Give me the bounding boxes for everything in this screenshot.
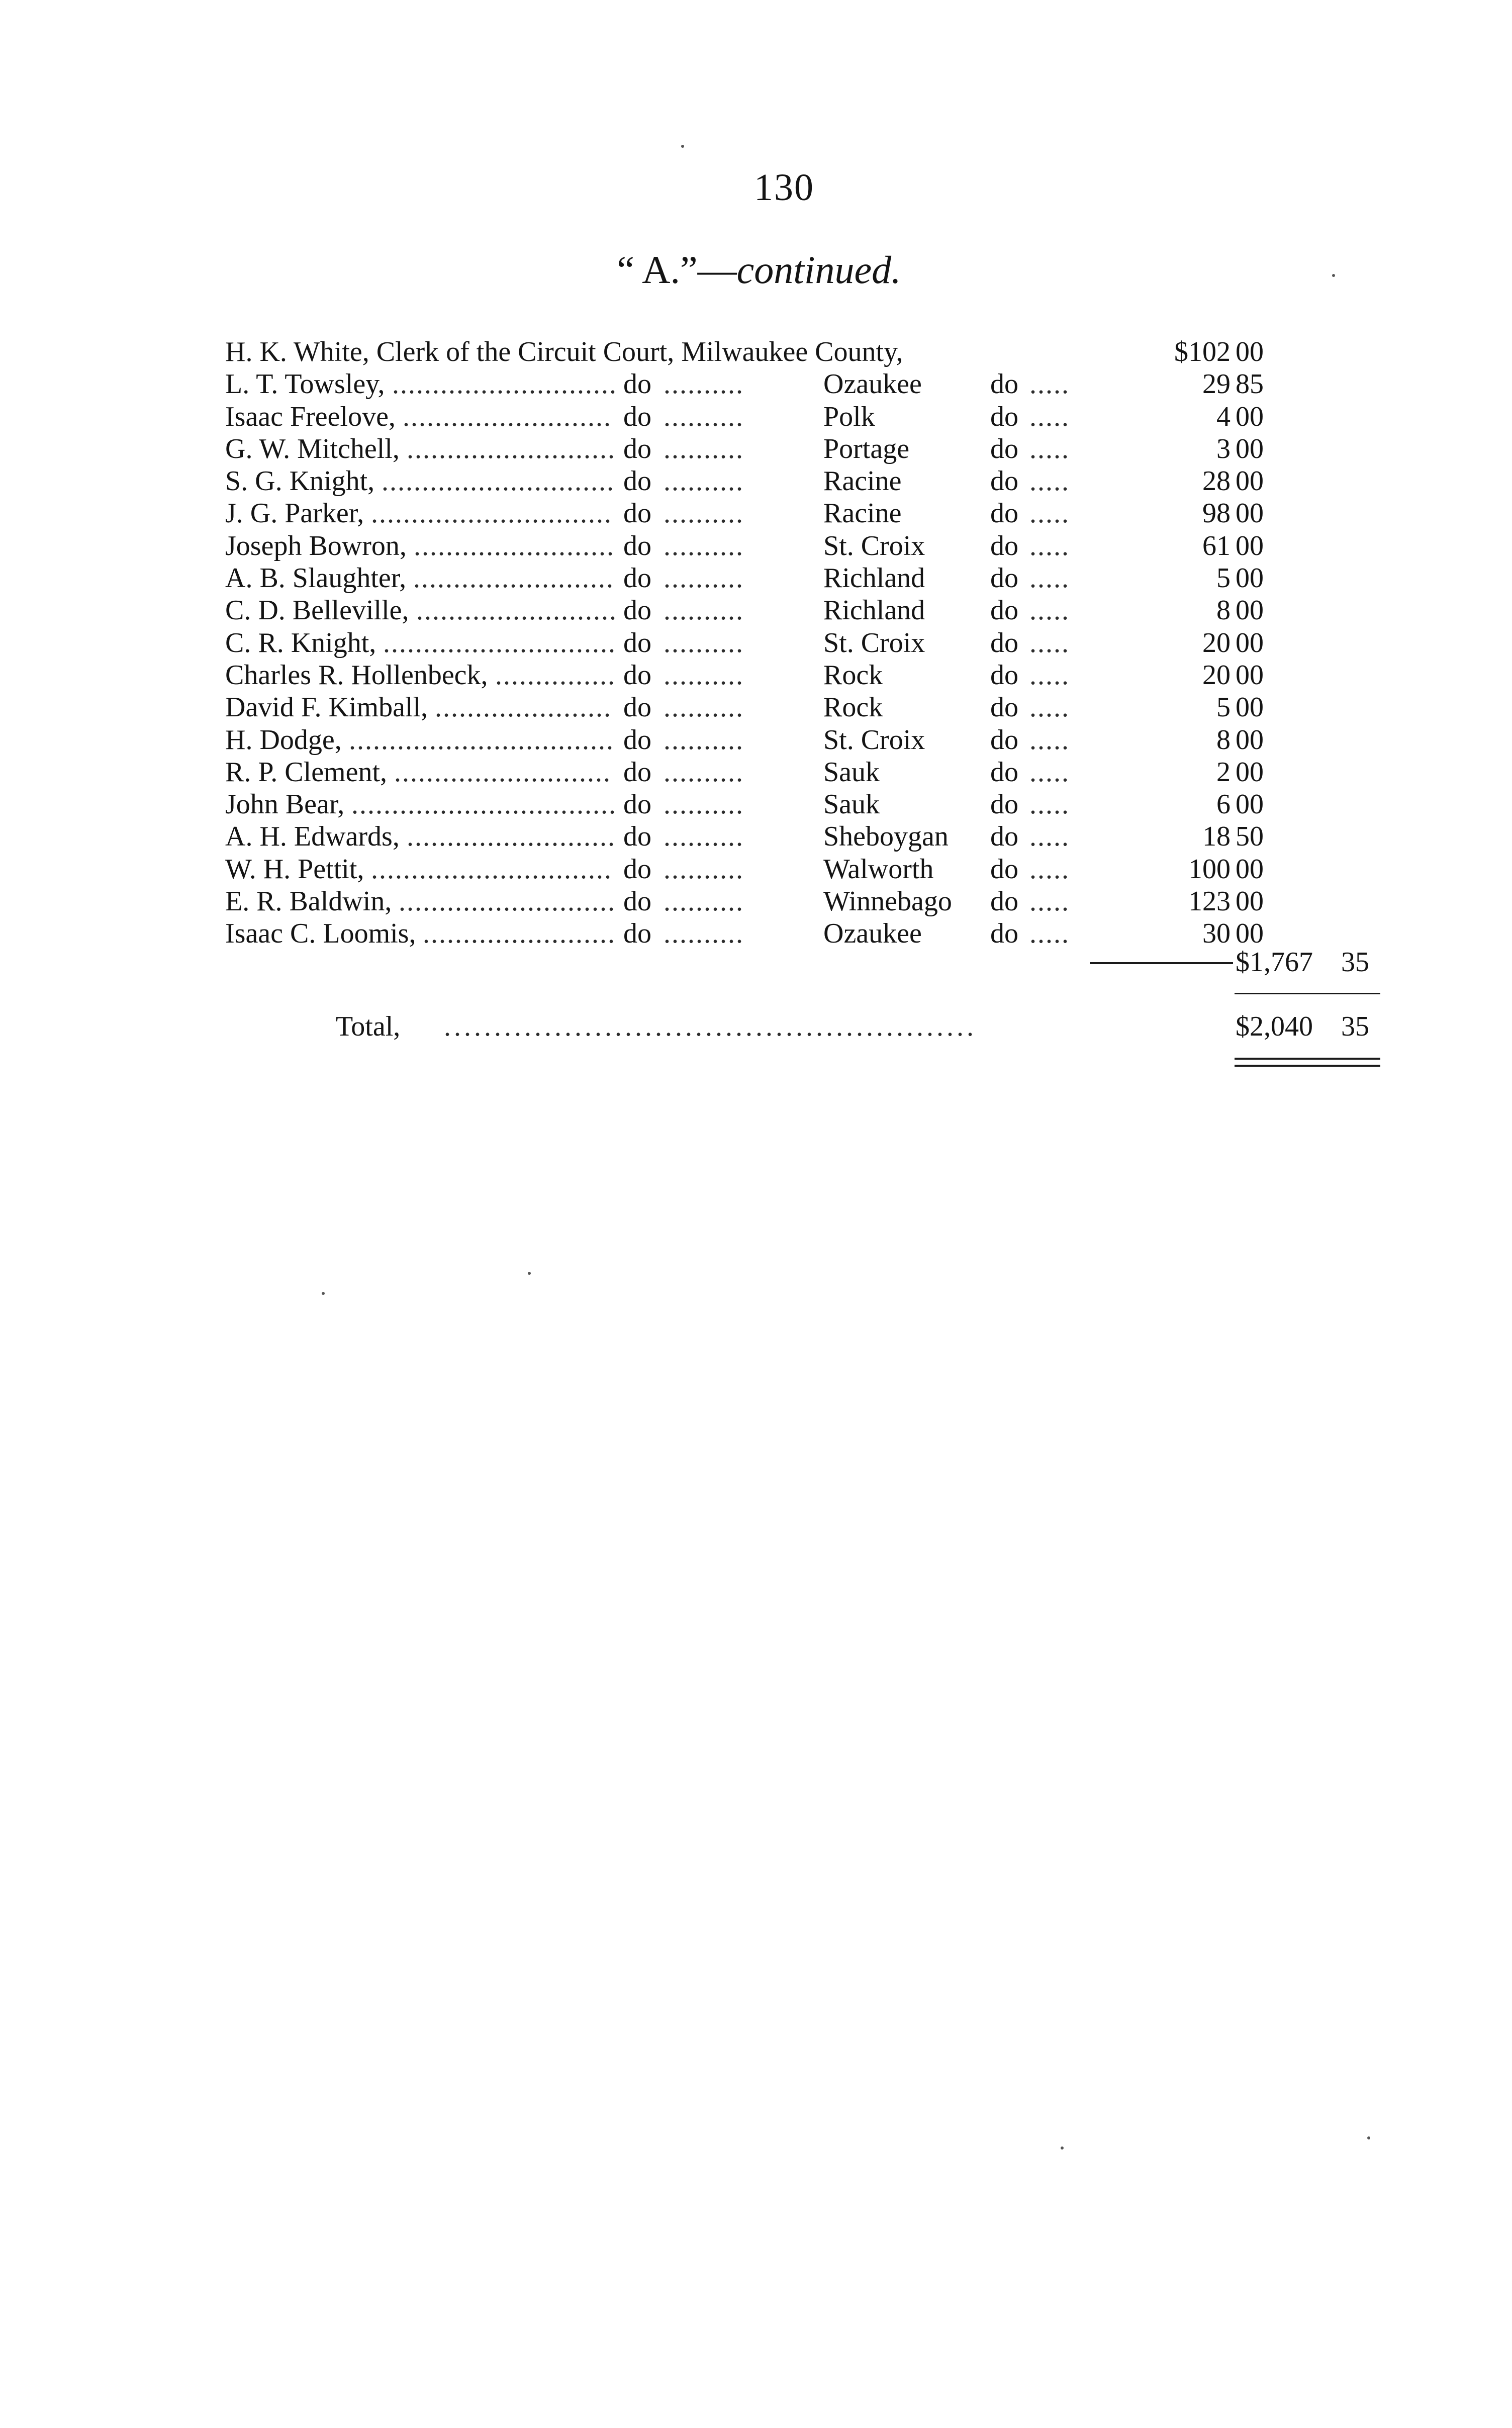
amount-cents: 00 <box>1236 659 1264 691</box>
payee-name: G. W. Mitchell, <box>225 433 400 464</box>
leader-dots: .......... <box>664 433 744 464</box>
ditto-mark: do <box>623 433 651 464</box>
leader-dots: .......... <box>664 401 744 432</box>
county-name: Polk <box>823 401 875 432</box>
heading-continued: continued. <box>736 248 901 292</box>
leader-dots: .......... <box>664 659 744 691</box>
leader-dots: .......... <box>664 368 744 400</box>
ditto-mark: do <box>990 433 1018 464</box>
ledger-row <box>225 788 1381 820</box>
ledger-table <box>225 336 1381 950</box>
ditto-mark: do <box>623 886 651 917</box>
payee-name: L. T. Towsley, <box>225 368 385 400</box>
paper-speck <box>322 1292 325 1295</box>
ditto-mark: do <box>990 659 1018 691</box>
total-cents: 35 <box>1341 1011 1369 1042</box>
payee-name: John Bear, <box>225 789 345 820</box>
leader-dots: ........................ <box>423 918 616 950</box>
ditto-mark: do <box>623 465 651 497</box>
leader-dots: ..... <box>1029 853 1070 885</box>
ditto-mark: do <box>623 563 651 594</box>
ledger-row <box>225 627 1381 659</box>
leader-dots: ..... <box>1029 886 1070 917</box>
total-row <box>336 1010 1381 1043</box>
ledger-row <box>225 820 1381 853</box>
ditto-mark: do <box>990 498 1018 529</box>
amount-dollars: $102 <box>1174 336 1231 367</box>
ditto-mark: do <box>623 756 651 788</box>
ditto-mark: do <box>990 789 1018 820</box>
leader-dots: .......... <box>664 918 744 950</box>
ditto-mark: do <box>990 853 1018 885</box>
amount-cents: 00 <box>1236 627 1264 659</box>
leader-dots: ..... <box>1029 465 1070 497</box>
ditto-mark: do <box>623 401 651 432</box>
ditto-mark: do <box>990 368 1018 400</box>
ditto-mark: do <box>623 918 651 950</box>
amount-dollars: 2 <box>1216 756 1231 788</box>
amount-cents: 00 <box>1236 595 1264 626</box>
payee-name: A. B. Slaughter, <box>225 563 407 594</box>
payee-name: R. P. Clement, <box>225 756 388 788</box>
leader-dots: .......... <box>664 563 744 594</box>
ditto-mark: do <box>990 401 1018 432</box>
ledger-row <box>225 659 1381 691</box>
paper-speck <box>681 145 684 148</box>
subtotal-cents: 35 <box>1341 947 1369 978</box>
amount-dollars: 98 <box>1202 498 1231 529</box>
payee-name: H. Dodge, <box>225 724 342 756</box>
payee-name: Isaac C. Loomis, <box>225 918 416 950</box>
amount-dollars: 28 <box>1202 465 1231 497</box>
leader-dots: ...................... <box>435 692 612 723</box>
amount-dollars: 5 <box>1216 563 1231 594</box>
leader-dots: ..... <box>1029 756 1070 788</box>
ditto-mark: do <box>623 595 651 626</box>
payee-name: S. G. Knight, <box>225 465 375 497</box>
subtotal-underline <box>1235 993 1380 994</box>
subtotal-dash-rule <box>1090 962 1233 964</box>
ditto-mark: do <box>623 692 651 723</box>
ditto-mark: do <box>623 789 651 820</box>
leader-dots: .......... <box>664 627 744 659</box>
payee-name: C. R. Knight, <box>225 627 376 659</box>
leader-dots: .......... <box>664 853 744 885</box>
leader-dots: ......................... <box>413 563 614 594</box>
ditto-mark: do <box>623 368 651 400</box>
total-dollars: $2,040 <box>1236 1011 1313 1042</box>
subtotal-row <box>1090 947 1381 977</box>
leader-dots: ........................... <box>399 886 616 917</box>
ledger-row <box>225 853 1381 885</box>
ditto-mark: do <box>623 853 651 885</box>
ditto-mark: do <box>623 530 651 562</box>
ledger-row <box>225 562 1381 594</box>
amount-dollars: 30 <box>1202 918 1231 950</box>
payee-name: David F. Kimball, <box>225 692 428 723</box>
amount-cents: 00 <box>1236 789 1264 820</box>
county-name: Sauk <box>823 789 880 820</box>
amount-cents: 00 <box>1236 853 1264 885</box>
paper-speck <box>1367 2136 1370 2139</box>
leader-dots: ..... <box>1029 659 1070 691</box>
leader-dots: ..... <box>1029 692 1070 723</box>
amount-dollars: 6 <box>1216 789 1231 820</box>
leader-dots: ..... <box>1029 530 1070 562</box>
county-name: Racine <box>823 465 902 497</box>
county-name: St. Croix <box>823 530 925 562</box>
payee-name: C. D. Belleville, <box>225 595 409 626</box>
leader-dots: ............... <box>495 659 616 691</box>
paper-speck <box>1061 2146 1064 2150</box>
leader-dots: .......... <box>664 498 744 529</box>
ledger-row <box>225 401 1381 433</box>
amount-cents: 00 <box>1236 465 1264 497</box>
county-name: St. Croix <box>823 724 925 756</box>
leader-dots: ..... <box>1029 724 1070 756</box>
payee-name: Isaac Freelove, <box>225 401 396 432</box>
leader-dots: ..... <box>1029 368 1070 400</box>
ledger-row <box>225 336 1381 368</box>
payee-name: J. G. Parker, <box>225 498 364 529</box>
county-name: Walworth <box>823 853 934 885</box>
total-double-rule-bottom <box>1235 1065 1380 1067</box>
leader-dots: .............................. <box>371 498 612 529</box>
ledger-row <box>225 368 1381 400</box>
ditto-mark: do <box>990 918 1018 950</box>
leader-dots: ..... <box>1029 789 1070 820</box>
ledger-row <box>225 724 1381 756</box>
amount-cents: 00 <box>1236 433 1264 464</box>
ledger-row <box>225 497 1381 529</box>
ledger-row <box>225 433 1381 465</box>
ditto-mark: do <box>990 756 1018 788</box>
leader-dots: ..... <box>1029 498 1070 529</box>
ditto-mark: do <box>990 724 1018 756</box>
amount-dollars: 20 <box>1202 627 1231 659</box>
ditto-mark: do <box>990 886 1018 917</box>
ledger-row <box>225 530 1381 562</box>
ditto-mark: do <box>623 659 651 691</box>
ledger-row <box>225 756 1381 788</box>
heading-main: “ A.”— <box>617 248 737 292</box>
leader-dots: .......... <box>664 886 744 917</box>
amount-dollars: 3 <box>1216 433 1231 464</box>
ledger-row <box>225 885 1381 917</box>
amount-cents: 00 <box>1236 692 1264 723</box>
county-name: Richland <box>823 595 925 626</box>
amount-cents: 00 <box>1236 886 1264 917</box>
amount-cents: 00 <box>1236 563 1264 594</box>
county-name: Portage <box>823 433 910 464</box>
amount-dollars: 20 <box>1202 659 1231 691</box>
amount-dollars: 8 <box>1216 595 1231 626</box>
ditto-mark: do <box>990 595 1018 626</box>
county-name: Sheboygan <box>823 821 949 853</box>
amount-cents: 00 <box>1236 401 1264 432</box>
ditto-mark: do <box>623 821 651 853</box>
leader-dots: .......... <box>664 465 744 497</box>
total-leader-dots: ..................................................... <box>444 1011 977 1042</box>
paper-speck <box>528 1272 531 1275</box>
amount-cents: 00 <box>1236 498 1264 529</box>
amount-cents: 85 <box>1236 368 1264 400</box>
amount-dollars: 100 <box>1188 853 1231 885</box>
amount-dollars: 123 <box>1188 886 1231 917</box>
paper-speck <box>1332 274 1335 277</box>
ledger-row <box>225 594 1381 626</box>
page-number: 130 <box>754 166 814 209</box>
amount-dollars: 29 <box>1202 368 1231 400</box>
payee-name: H. K. White, Clerk of the Circuit Court, Milwaukee County, <box>225 336 903 367</box>
ditto-mark: do <box>990 821 1018 853</box>
leader-dots: ..... <box>1029 595 1070 626</box>
leader-dots: .......... <box>664 595 744 626</box>
county-name: St. Croix <box>823 627 925 659</box>
leader-dots: .......... <box>664 724 744 756</box>
ditto-mark: do <box>623 498 651 529</box>
ditto-mark: do <box>990 563 1018 594</box>
leader-dots: .......... <box>664 756 744 788</box>
county-name: Richland <box>823 563 925 594</box>
leader-dots: ..... <box>1029 821 1070 853</box>
leader-dots: ......................... <box>416 595 617 626</box>
ledger-row <box>225 917 1381 950</box>
amount-dollars: 18 <box>1202 821 1231 853</box>
leader-dots: ..... <box>1029 563 1070 594</box>
total-double-rule-top <box>1235 1058 1380 1060</box>
ditto-mark: do <box>990 627 1018 659</box>
county-name: Ozaukee <box>823 368 922 400</box>
county-name: Sauk <box>823 756 880 788</box>
payee-name: A. H. Edwards, <box>225 821 400 853</box>
leader-dots: .......... <box>664 789 744 820</box>
payee-name: Charles R. Hollenbeck, <box>225 659 488 691</box>
payee-name: E. R. Baldwin, <box>225 886 392 917</box>
amount-dollars: 5 <box>1216 692 1231 723</box>
leader-dots: ................................. <box>351 789 617 820</box>
leader-dots: ............................. <box>383 627 616 659</box>
county-name: Racine <box>823 498 902 529</box>
ledger-row <box>225 691 1381 723</box>
ledger-row <box>225 465 1381 497</box>
leader-dots: ........................... <box>394 756 611 788</box>
amount-cents: 50 <box>1236 821 1264 853</box>
leader-dots: .......... <box>664 692 744 723</box>
county-name: Winnebago <box>823 886 952 917</box>
ditto-mark: do <box>990 530 1018 562</box>
amount-dollars: 4 <box>1216 401 1231 432</box>
amount-dollars: 61 <box>1202 530 1231 562</box>
amount-cents: 00 <box>1236 724 1264 756</box>
county-name: Rock <box>823 692 883 723</box>
subtotal-dollars: $1,767 <box>1236 947 1313 978</box>
ditto-mark: do <box>990 465 1018 497</box>
amount-cents: 00 <box>1236 756 1264 788</box>
ditto-mark: do <box>623 724 651 756</box>
ditto-mark: do <box>990 692 1018 723</box>
leader-dots: .............................. <box>371 853 612 885</box>
amount-cents: 00 <box>1236 336 1264 367</box>
section-heading <box>553 247 965 293</box>
leader-dots: .......................... <box>403 401 612 432</box>
payee-name: Joseph Bowron, <box>225 530 407 562</box>
leader-dots: ............................ <box>392 368 617 400</box>
county-name: Rock <box>823 659 883 691</box>
county-name: Ozaukee <box>823 918 922 950</box>
total-label: Total, <box>336 1011 401 1042</box>
leader-dots: .......................... <box>407 433 616 464</box>
leader-dots: ..... <box>1029 433 1070 464</box>
leader-dots: ..... <box>1029 627 1070 659</box>
leader-dots: ................................. <box>349 724 614 756</box>
leader-dots: .......................... <box>407 821 616 853</box>
leader-dots: .......... <box>664 530 744 562</box>
leader-dots: ..... <box>1029 918 1070 950</box>
leader-dots: ..... <box>1029 401 1070 432</box>
ditto-mark: do <box>623 627 651 659</box>
payee-name: W. H. Pettit, <box>225 853 364 885</box>
leader-dots: .......... <box>664 821 744 853</box>
leader-dots: ............................. <box>382 465 615 497</box>
leader-dots: ......................... <box>414 530 615 562</box>
amount-cents: 00 <box>1236 918 1264 950</box>
amount-cents: 00 <box>1236 530 1264 562</box>
amount-dollars: 8 <box>1216 724 1231 756</box>
